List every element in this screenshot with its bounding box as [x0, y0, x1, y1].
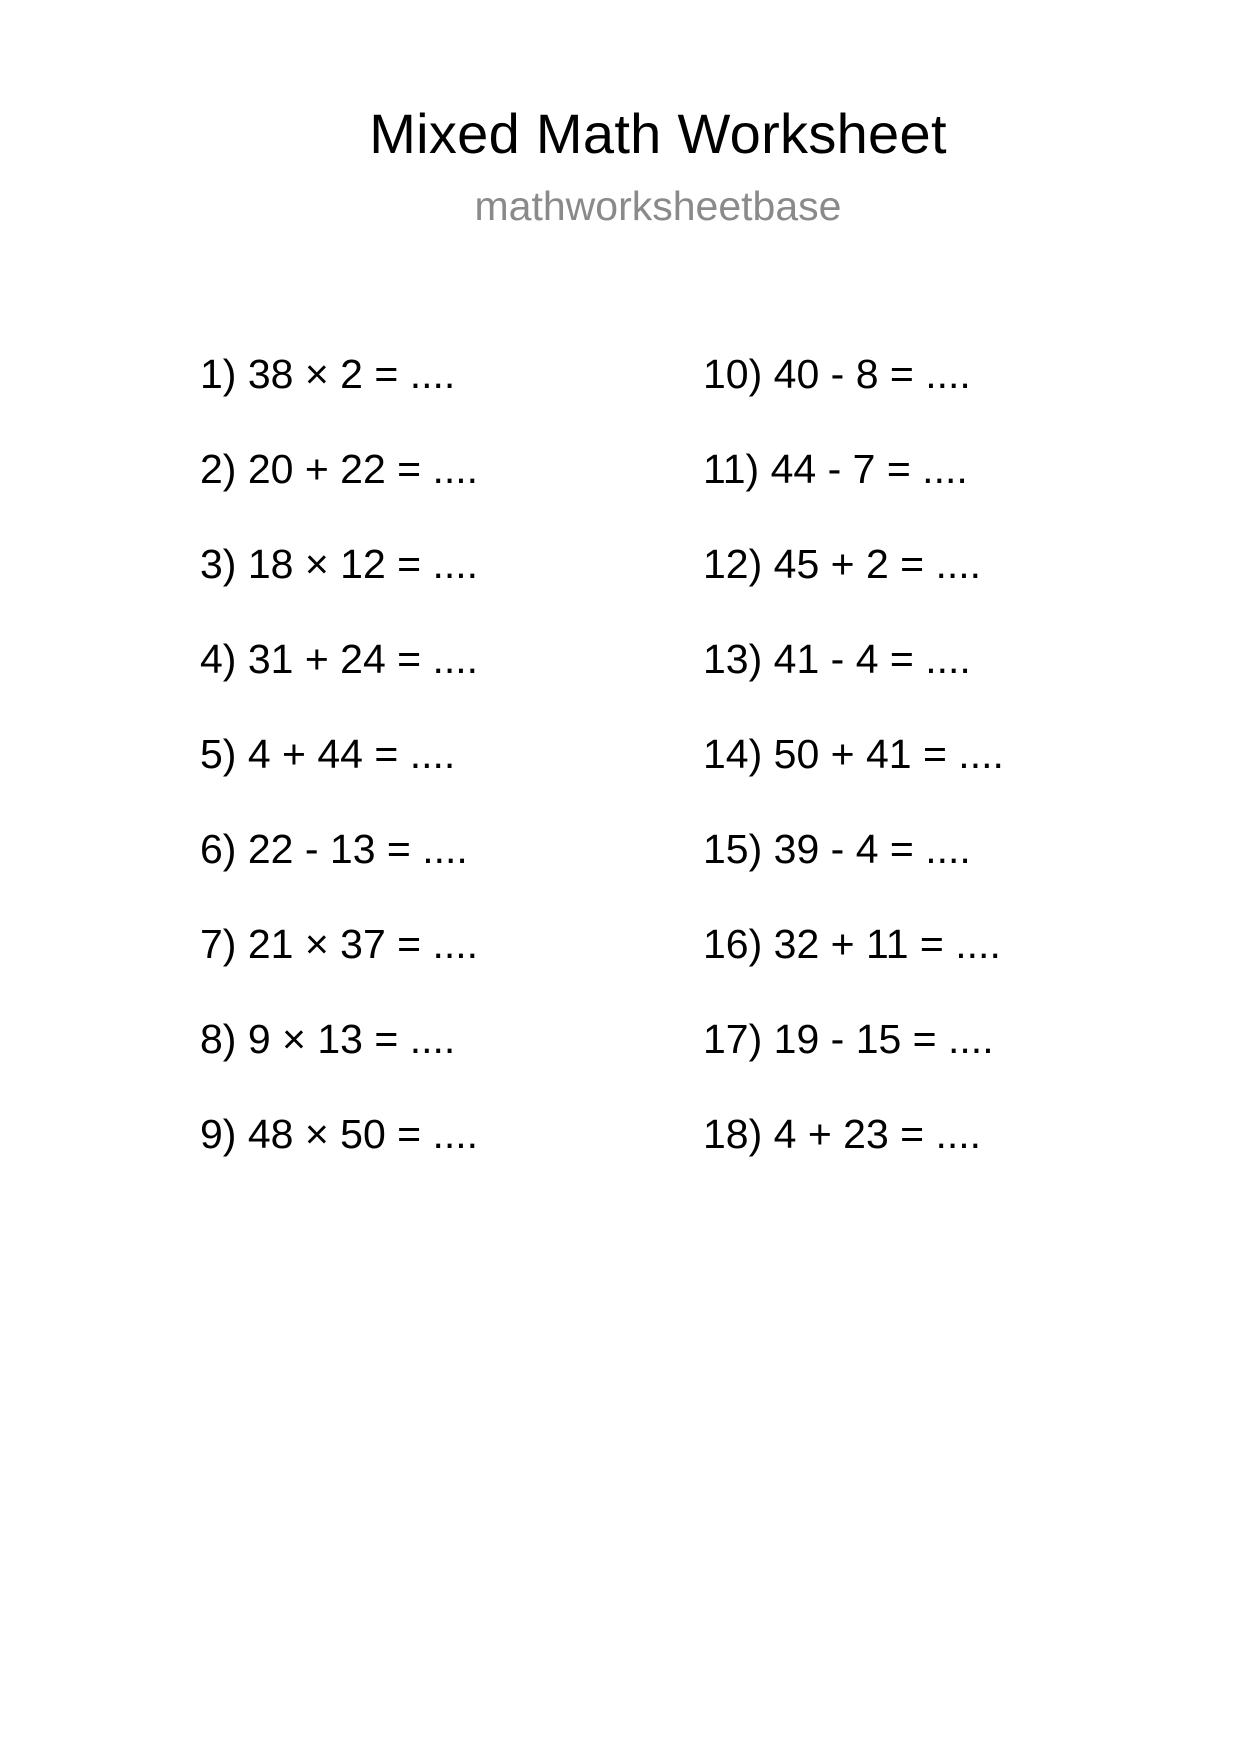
- problem-2: 2) 20 + 22 = ....: [200, 446, 479, 492]
- problem-10: 10) 40 - 8 = ....: [703, 351, 971, 397]
- problem-18: 18) 4 + 23 = ....: [703, 1111, 982, 1157]
- problems-right-column: [703, 350, 1004, 1205]
- problem-16: 16) 32 + 11 = ....: [703, 921, 1001, 967]
- problem-6: 6) 22 - 13 = ....: [200, 826, 468, 872]
- problem-3: 3) 18 × 12 = ....: [200, 541, 479, 587]
- problem-13: 13) 41 - 4 = ....: [703, 636, 971, 682]
- problem-14: 14) 50 + 41 = ....: [703, 731, 1004, 777]
- problem-8: 8) 9 × 13 = ....: [200, 1016, 456, 1062]
- problem-7: 7) 21 × 37 = ....: [200, 921, 479, 967]
- problem-5: 5) 4 + 44 = ....: [200, 731, 456, 777]
- problem-4: 4) 31 + 24 = ....: [200, 636, 479, 682]
- problem-15: 15) 39 - 4 = ....: [703, 826, 971, 872]
- worksheet-title: Mixed Math Worksheet: [369, 102, 947, 165]
- problem-9: 9) 48 × 50 = ....: [200, 1111, 479, 1157]
- problem-11: 11) 44 - 7 = ....: [703, 446, 968, 492]
- problem-1: 1) 38 × 2 = ....: [200, 351, 456, 397]
- problems-left-column: [200, 350, 478, 1205]
- problem-17: 17) 19 - 15 = ....: [703, 1016, 994, 1062]
- problem-12: 12) 45 + 2 = ....: [703, 541, 982, 587]
- worksheet-subtitle: mathworksheetbase: [474, 183, 842, 229]
